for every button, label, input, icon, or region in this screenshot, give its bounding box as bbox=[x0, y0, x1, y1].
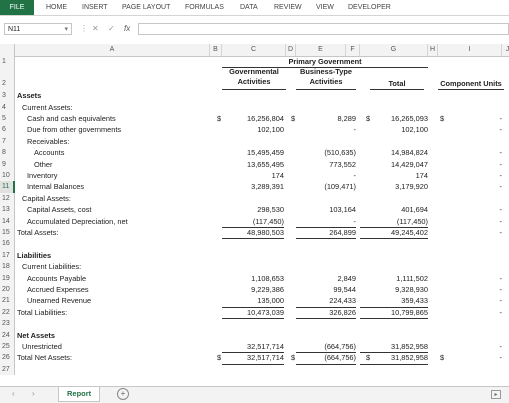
business-type-value: 326,826 bbox=[296, 307, 356, 319]
currency-symbol: $ bbox=[291, 353, 296, 363]
total-value: 49,245,402 bbox=[360, 227, 428, 239]
currency-symbol: $ bbox=[366, 114, 371, 123]
total-value: 14,429,047 bbox=[391, 159, 428, 169]
row-number[interactable]: 25 bbox=[0, 341, 15, 352]
sheet-tab-report[interactable]: Report bbox=[58, 387, 100, 402]
row-label: Capital Assets: bbox=[22, 193, 71, 203]
business-type-value: (664,756) bbox=[296, 352, 356, 364]
row-label: Inventory bbox=[27, 171, 58, 180]
governmental-value: 174 bbox=[271, 171, 284, 180]
table-row bbox=[0, 90, 509, 101]
business-type-value: 8,289 bbox=[337, 114, 356, 123]
table-row bbox=[0, 136, 509, 147]
file-tab[interactable]: FILE bbox=[0, 0, 34, 15]
table-row bbox=[0, 159, 509, 170]
row-number[interactable]: 18 bbox=[0, 261, 15, 272]
business-type-value: (109,471) bbox=[324, 182, 356, 192]
tab-view[interactable]: VIEW bbox=[316, 4, 334, 11]
table-row bbox=[0, 124, 509, 135]
row-number[interactable]: 20 bbox=[0, 284, 15, 295]
currency-symbol: $ bbox=[440, 114, 445, 123]
table-row bbox=[0, 67, 509, 90]
currency-symbol: $ bbox=[366, 353, 371, 363]
governmental-value: 1,108,653 bbox=[251, 273, 284, 283]
row-number[interactable]: 8 bbox=[0, 147, 15, 158]
total-value: 401,694 bbox=[401, 205, 428, 215]
governmental-value: 10,473,039 bbox=[222, 307, 284, 319]
row-number[interactable]: 23 bbox=[0, 318, 15, 329]
currency-symbol: $ bbox=[291, 114, 296, 123]
cancel-icon[interactable]: ✕ bbox=[92, 24, 99, 33]
row-label: Capital Assets, cost bbox=[27, 205, 92, 215]
tab-data[interactable]: DATA bbox=[240, 4, 258, 11]
table-row bbox=[0, 330, 509, 341]
currency-symbol: $ bbox=[217, 114, 222, 123]
total-value: 174 bbox=[415, 171, 428, 180]
table-row bbox=[0, 352, 509, 363]
row-label: Unearned Revenue bbox=[27, 296, 92, 306]
scroll-right-icon[interactable]: ▸ bbox=[491, 390, 501, 399]
row-label bbox=[17, 364, 205, 375]
row-number[interactable]: 22 bbox=[0, 307, 15, 318]
sheet-tab-bar bbox=[0, 386, 509, 403]
table-row bbox=[0, 56, 509, 67]
formula-input[interactable] bbox=[138, 23, 509, 35]
business-type-value: 224,433 bbox=[296, 295, 356, 307]
column-header-c[interactable]: C bbox=[222, 44, 286, 56]
column-header-f[interactable]: F bbox=[346, 44, 360, 56]
row-number[interactable]: 17 bbox=[0, 250, 15, 261]
row-label: Current Liabilities: bbox=[22, 262, 82, 272]
component-units-header: Component Units bbox=[438, 67, 504, 90]
row-label: Unrestricted bbox=[22, 342, 62, 351]
governmental-value: 32,517,714 bbox=[222, 352, 284, 364]
table-row bbox=[0, 147, 509, 158]
row-number[interactable]: 2 bbox=[0, 67, 15, 90]
business-type-value: 2,849 bbox=[337, 273, 356, 283]
business-type-value: 99,544 bbox=[333, 285, 356, 294]
column-header-i[interactable]: I bbox=[438, 44, 502, 56]
insert-function-icon[interactable]: fx bbox=[124, 24, 131, 33]
row-number[interactable]: 14 bbox=[0, 216, 15, 227]
row-label: Accrued Expenses bbox=[27, 285, 89, 294]
governmental-value: 32,517,714 bbox=[222, 341, 284, 353]
table-row bbox=[0, 273, 509, 284]
tab-page-layout[interactable]: PAGE LAYOUT bbox=[122, 4, 171, 11]
governmental-activities-header bbox=[222, 67, 286, 90]
row-label: Due from other governments bbox=[27, 125, 122, 135]
row-label: Internal Balances bbox=[27, 182, 85, 192]
component-units-value: - bbox=[499, 125, 502, 135]
business-type-value: (510,635) bbox=[324, 148, 356, 158]
component-units-value: - bbox=[499, 182, 502, 192]
table-row bbox=[0, 284, 509, 295]
table-row bbox=[0, 216, 509, 227]
tab-insert[interactable]: INSERT bbox=[82, 4, 108, 11]
row-label bbox=[17, 238, 205, 249]
row-label bbox=[17, 318, 205, 329]
table-row bbox=[0, 193, 509, 204]
row-label: Liabilities bbox=[17, 250, 52, 260]
component-units-value: - bbox=[499, 171, 502, 180]
row-label: Cash and cash equivalents bbox=[27, 114, 116, 123]
total-value: 359,433 bbox=[360, 295, 428, 307]
row-number[interactable]: 12 bbox=[0, 193, 15, 204]
row-label: Total Assets: bbox=[17, 228, 59, 237]
component-units-value: - bbox=[499, 114, 502, 123]
row-number[interactable]: 6 bbox=[0, 124, 15, 135]
table-row bbox=[0, 261, 509, 272]
row-number[interactable]: 26 bbox=[0, 352, 15, 363]
business-type-value: (664,756) bbox=[296, 341, 356, 353]
row-number[interactable]: 5 bbox=[0, 113, 15, 124]
row-number[interactable]: 21 bbox=[0, 295, 15, 306]
row-number[interactable]: 3 bbox=[0, 90, 15, 101]
name-box[interactable] bbox=[4, 23, 72, 35]
governmental-value: 135,000 bbox=[222, 295, 284, 307]
column-header-b[interactable]: B bbox=[210, 44, 222, 56]
total-value: 31,852,958 bbox=[360, 341, 428, 353]
row-label: Total Liabilities: bbox=[17, 307, 68, 317]
component-units-value: - bbox=[499, 342, 502, 351]
prev-sheet-icon[interactable]: ‹ bbox=[12, 389, 15, 398]
row-number[interactable]: 27 bbox=[0, 364, 15, 375]
row-label: Current Assets: bbox=[22, 102, 73, 112]
row-label: Accumulated Depreciation, net bbox=[27, 216, 128, 226]
table-row bbox=[0, 318, 509, 329]
total-header: Total bbox=[370, 67, 424, 90]
header-line: Business-Type bbox=[299, 67, 353, 77]
table-row bbox=[0, 227, 509, 238]
component-units-value: - bbox=[499, 216, 502, 226]
component-units-value: - bbox=[499, 159, 502, 169]
column-header-h[interactable]: H bbox=[428, 44, 438, 56]
total-value: 9,328,930 bbox=[395, 285, 428, 294]
header-line: Activities bbox=[237, 77, 271, 87]
formula-bar bbox=[0, 21, 509, 37]
row-number[interactable]: 4 bbox=[0, 102, 15, 113]
total-value: 14,984,824 bbox=[391, 148, 428, 158]
row-number[interactable]: 15 bbox=[0, 227, 15, 238]
governmental-value: 13,655,495 bbox=[247, 159, 284, 169]
row-label: Assets bbox=[17, 91, 42, 101]
business-type-activities-header bbox=[296, 67, 356, 90]
add-sheet-icon[interactable]: + bbox=[117, 388, 129, 400]
enter-icon[interactable]: ✓ bbox=[108, 24, 115, 33]
table-row bbox=[0, 181, 509, 192]
business-type-value: 103,164 bbox=[329, 205, 356, 215]
business-type-value: - bbox=[353, 171, 356, 180]
governmental-value: 9,229,386 bbox=[251, 285, 284, 294]
component-units-value: - bbox=[499, 296, 502, 306]
row-number[interactable]: 19 bbox=[0, 273, 15, 284]
row-label: Receivables: bbox=[27, 136, 70, 146]
governmental-value: 3,289,391 bbox=[251, 182, 284, 192]
tab-home[interactable]: HOME bbox=[46, 4, 67, 11]
business-type-value: 773,552 bbox=[329, 159, 356, 169]
primary-government-header: Primary Government bbox=[222, 56, 428, 68]
row-label: Accounts Payable bbox=[27, 273, 87, 283]
row-number[interactable]: 1 bbox=[0, 56, 15, 67]
component-units-value: - bbox=[499, 353, 502, 363]
column-header-g[interactable]: G bbox=[360, 44, 428, 56]
component-units-value: - bbox=[499, 205, 502, 215]
business-type-value: - bbox=[353, 125, 356, 135]
component-units-value: - bbox=[499, 307, 502, 317]
row-label: Other bbox=[34, 159, 53, 169]
row-number[interactable]: 13 bbox=[0, 204, 15, 215]
column-header-d[interactable]: D bbox=[286, 44, 296, 56]
tab-formulas[interactable]: FORMULAS bbox=[185, 4, 224, 11]
governmental-value: 102,100 bbox=[257, 125, 284, 135]
table-row bbox=[0, 170, 509, 181]
table-row bbox=[0, 238, 509, 249]
governmental-value: 15,495,459 bbox=[247, 148, 284, 158]
total-value: 3,179,920 bbox=[395, 182, 428, 192]
business-type-value: - bbox=[296, 216, 356, 228]
component-units-value: - bbox=[499, 228, 502, 237]
table-row bbox=[0, 250, 509, 261]
select-all-corner[interactable] bbox=[0, 44, 15, 56]
more-icon: ⋮ bbox=[80, 24, 88, 33]
total-value: 102,100 bbox=[401, 125, 428, 135]
row-number[interactable]: 11 bbox=[0, 181, 15, 192]
table-row bbox=[0, 113, 509, 124]
governmental-value: 16,256,804 bbox=[247, 114, 284, 123]
next-sheet-icon[interactable]: › bbox=[32, 389, 35, 398]
ribbon-tabs bbox=[0, 0, 509, 16]
governmental-value: 298,530 bbox=[257, 205, 284, 215]
row-number[interactable]: 24 bbox=[0, 330, 15, 341]
name-box-value: N11 bbox=[8, 26, 21, 33]
table-row bbox=[0, 295, 509, 306]
row-number[interactable]: 10 bbox=[0, 170, 15, 181]
table-row bbox=[0, 341, 509, 352]
table-row bbox=[0, 102, 509, 113]
table-row bbox=[0, 204, 509, 215]
row-number[interactable]: 9 bbox=[0, 159, 15, 170]
business-type-value: 264,899 bbox=[296, 227, 356, 239]
row-number[interactable]: 7 bbox=[0, 136, 15, 147]
row-number[interactable]: 16 bbox=[0, 238, 15, 249]
component-units-value: - bbox=[499, 285, 502, 294]
component-units-value: - bbox=[499, 148, 502, 158]
total-value: 31,852,958 bbox=[360, 352, 428, 364]
header-line: Governmental bbox=[229, 67, 279, 77]
chevron-down-icon[interactable]: ▾ bbox=[64, 26, 68, 33]
row-label: Net Assets bbox=[17, 330, 55, 340]
currency-symbol: $ bbox=[440, 353, 445, 363]
component-units-value: - bbox=[499, 273, 502, 283]
column-header-e[interactable]: E bbox=[296, 44, 346, 56]
total-value: 10,799,865 bbox=[360, 307, 428, 319]
column-header-j[interactable]: J bbox=[502, 44, 509, 56]
tab-developer[interactable]: DEVELOPER bbox=[348, 4, 391, 11]
tab-review[interactable]: REVIEW bbox=[274, 4, 302, 11]
table-row bbox=[0, 364, 509, 375]
header-line: Activities bbox=[309, 77, 343, 87]
total-value: (117,450) bbox=[360, 216, 428, 228]
total-value: 1,111,502 bbox=[396, 273, 428, 283]
currency-symbol: $ bbox=[217, 353, 222, 363]
governmental-value: (117,450) bbox=[222, 216, 284, 228]
row-label: Total Net Assets: bbox=[17, 353, 73, 363]
row-label: Accounts bbox=[34, 148, 65, 158]
governmental-value: 48,980,503 bbox=[222, 227, 284, 239]
table-row bbox=[0, 307, 509, 318]
total-value: 16,265,093 bbox=[391, 114, 428, 123]
column-header-a[interactable]: A bbox=[15, 44, 210, 56]
